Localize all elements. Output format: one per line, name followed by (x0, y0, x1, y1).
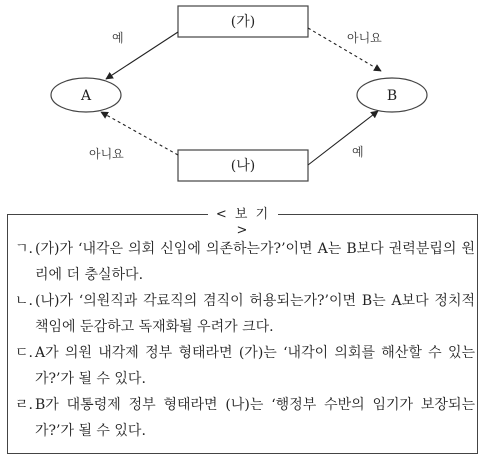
label-na-no: 아니요 (89, 147, 124, 161)
flow-diagram (0, 0, 486, 210)
item-mark: ㄱ. (15, 241, 33, 257)
node-b-label: B (386, 88, 398, 104)
box-na-label: (나) (230, 158, 256, 174)
item-text: (나)가 ‘의원직과 각료직의 겸직이 허용되는가?’이면 B는 A보다 정치적 책임에 둔감하고 독재화될 우려가 크다. (35, 293, 475, 335)
label-ga-yes: 예 (112, 31, 124, 45)
bogi-item-4 (15, 392, 475, 444)
bogi-item-2 (15, 288, 475, 340)
node-b (357, 78, 427, 112)
bogi-title-text: 보 기 (234, 207, 271, 222)
bogi-item-1 (15, 236, 475, 288)
item-mark: ㄴ. (15, 293, 33, 309)
item-text: A가 의원 내각제 정부 형태라면 (가)는 ‘내각이 의회를 해산할 수 있는가?’가 될 수 있다. (35, 345, 475, 387)
label-ga-no: 아니요 (347, 31, 382, 45)
item-text: (가)가 ‘내각은 의회 신임에 의존하는가?’이면 A는 B보다 권력분립의 원리에 더 충실하다. (35, 241, 475, 283)
bogi-items (15, 236, 475, 444)
node-a-label: A (80, 88, 92, 104)
bogi-item-3 (15, 340, 475, 392)
item-mark: ㄹ. (15, 397, 33, 413)
node-a (51, 78, 121, 112)
box-ga (178, 6, 308, 37)
bogi-title: < 보 기 > (208, 207, 278, 223)
box-na (178, 150, 308, 181)
item-text: B가 대통령제 정부 형태라면 (나)는 ‘행정부 수반의 임기가 보장되는가?’가 될 수 있다. (35, 397, 475, 439)
arrow-na-to-b (308, 111, 378, 165)
item-mark: ㄷ. (15, 345, 33, 361)
label-na-yes: 예 (352, 145, 364, 159)
box-ga-label: (가) (230, 14, 256, 30)
